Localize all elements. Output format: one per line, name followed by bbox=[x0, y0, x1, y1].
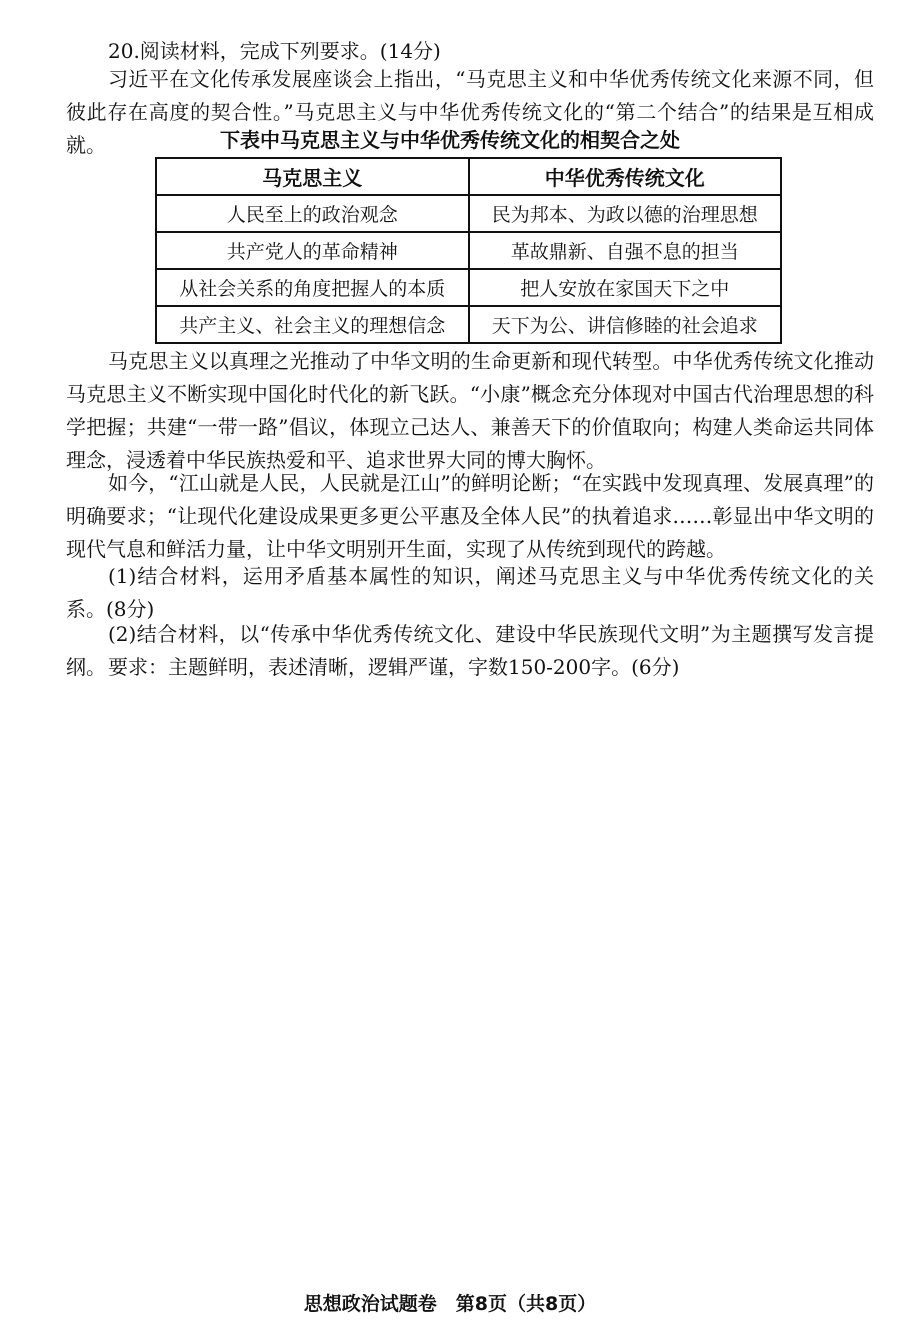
header-traditional-culture: 中华优秀传统文化 bbox=[469, 158, 782, 195]
table-row bbox=[156, 232, 781, 269]
table-row bbox=[156, 269, 781, 306]
sub-question-1: (1)结合材料，运用矛盾基本属性的知识，阐述马克思主义与中华优秀传统文化的关系。(8分) bbox=[66, 564, 874, 621]
table-row bbox=[156, 306, 781, 343]
question-title: 20.阅读材料，完成下列要求。(14分) bbox=[108, 39, 441, 63]
header-marxism: 马克思主义 bbox=[156, 158, 469, 195]
material-paragraph-3: 如今，“江山就是人民，人民就是江山”的鲜明论断；“在实践中发现真理、发展真理”的明确要求；“让现代化建设成果更多更公平惠及全体人民”的执着追求……彰显出中华文明的现代气息和鲜活力量，让中华文明别开生面，实现了从传统到现代的跨越。 bbox=[66, 471, 874, 561]
material-intro-paragraph: 习近平在文化传承发展座谈会上指出，“马克思主义和中华优秀传统文化来源不同，但彼此存在高度的契合性。”马克思主义与中华优秀传统文化的“第二个结合”的结果是互相成就。 bbox=[66, 67, 874, 157]
table-cell: 人民至上的政治观念 bbox=[156, 195, 469, 232]
sub-question-2: (2)结合材料，以“传承中华优秀传统文化、建设中华民族现代文明”为主题撰写发言提纲。 bbox=[66, 622, 874, 679]
table-row bbox=[156, 195, 781, 232]
sub-question-2-requirement: 要求：主题鲜明，表述清晰，逻辑严谨，字数150-200字。(6分) bbox=[108, 655, 680, 679]
material-paragraph-2: 马克思主义以真理之光推动了中华文明的生命更新和现代转型。中华优秀传统文化推动马克思主义不断实现中国化时代化的新飞跃。“小康”概念充分体现对中国古代治理思想的科学把握；共建“一带一路”倡议，体现立己达人、兼善天下的价值取向；构建人类命运共同体理念，浸透着中华民族热爱和平、追求世界大同的博大胸怀。 bbox=[66, 349, 874, 472]
table-header-row bbox=[156, 158, 781, 195]
table-cell: 把人安放在家国天下之中 bbox=[469, 269, 782, 306]
table-cell: 天下为公、讲信修睦的社会追求 bbox=[469, 306, 782, 343]
page-footer: 思想政治试题卷 第8页（共8页） bbox=[303, 1293, 597, 1315]
table-cell: 从社会关系的角度把握人的本质 bbox=[156, 269, 469, 306]
comparison-table bbox=[155, 157, 782, 344]
table-cell: 共产主义、社会主义的理想信念 bbox=[156, 306, 469, 343]
table-cell: 民为邦本、为政以德的治理思想 bbox=[469, 195, 782, 232]
table-cell: 革故鼎新、自强不息的担当 bbox=[469, 232, 782, 269]
table-cell: 共产党人的革命精神 bbox=[156, 232, 469, 269]
table-caption: 下表中马克思主义与中华优秀传统文化的相契合之处 bbox=[220, 128, 680, 152]
